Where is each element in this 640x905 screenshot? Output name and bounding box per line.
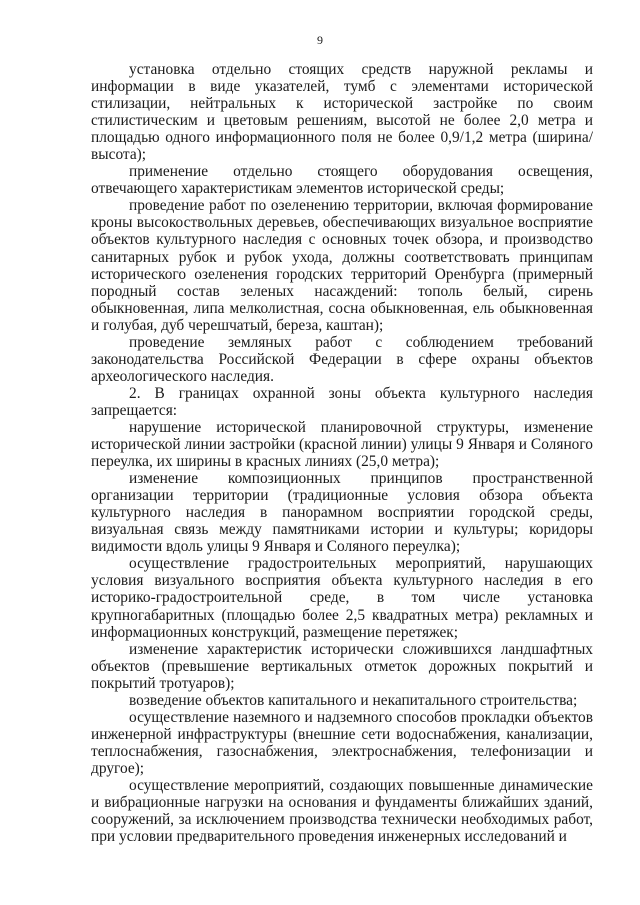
paragraph-planning-structure: нарушение исторической планировочной структуры, изменение исторической линии застройки (красной линии) улицы 9 Января и Соляного переулка, их ширины в красных линиях (25,0 метра);	[91, 418, 593, 471]
paragraph-advertising-installation: установка отдельно стоящих средств наружной рекламы и информации в виде указателей, тумб с элементами исторической стилизации, нейтральных к исторической застройке по своим стилистическим и цветовым решениям, высотой не более 2,0 метра и площадью одного информационного поля не более 0,9/1,2 метра (ширина/высота);	[91, 61, 593, 164]
paragraph-lighting-equipment: применение отдельно стоящего оборудования освещения, отвечающего характеристикам элементов исторической среды;	[91, 163, 593, 198]
paragraph-landscape-characteristics: изменение характеристик исторически сложившихся ландшафтных объектов (превышение вертикальных отметок дорожных покрытий и покрытий тротуаров);	[91, 640, 593, 692]
page-number: 9	[317, 33, 323, 47]
paragraph-urban-planning-measures: осуществление градостроительных мероприятий, нарушающих условия визуального восприятия объекта культурного наследия в его историко-градостроительной среде, в том числе установка крупногабаритных (площадью более 2,5 квадратных метра) рекламных и информационных конструкций, размещение перетяжек;	[91, 555, 593, 641]
paragraph-engineering-infrastructure: осуществление наземного и надземного способов прокладки объектов инженерной инфраструктуры (внешние сети водоснабжения, канализации, теплоснабжения, газоснабжения, электроснабжения, телефонизации и другое);	[91, 708, 593, 777]
paragraph-earthworks: проведение земляных работ с соблюдением требований законодательства Российской Федерации в сфере охраны объектов археологического наследия.	[91, 333, 593, 385]
paragraph-landscaping-works: проведение работ по озеленению территории, включая формирование кроны высокоствольных деревьев, обеспечивающих визуальное восприятие объектов культурного наследия с основных точек обзора, и производство санитарных рубок и рубок ухода, должны соответствовать принципам исторического озеленения городских территорий Оренбурга (примерный породный состав зеленых насаждений: тополь белый, сирень обыкновенная, липа мелколистная, сосна обыкновенная, ель обыкновенная и голубая, дуб черешчатый, береза, каштан);	[91, 197, 593, 334]
paragraph-vibration-loads: осуществление мероприятий, создающих повышенные динамические и вибрационные нагрузки на основания и фундаменты ближайших зданий, сооружений, за исключением производства технически необходимых работ, при условии предварительного проведения инженерных исследований и	[91, 776, 593, 846]
paragraph-section-2-heading: 2. В границах охранной зоны объекта культурного наследия запрещается:	[91, 384, 593, 419]
paragraph-composition-principles: изменение композиционных принципов пространственной организации территории (традиционные условия обзора объекта культурного наследия в панорамном восприятии городской среды, визуальная связь между памятниками истории и культуры; коридоры видимости вдоль улицы 9 Января и Соляного переулка);	[91, 470, 593, 556]
document-body	[91, 61, 593, 845]
paragraph-construction-ban: возведение объектов капитального и некапитального строительства;	[129, 691, 578, 709]
